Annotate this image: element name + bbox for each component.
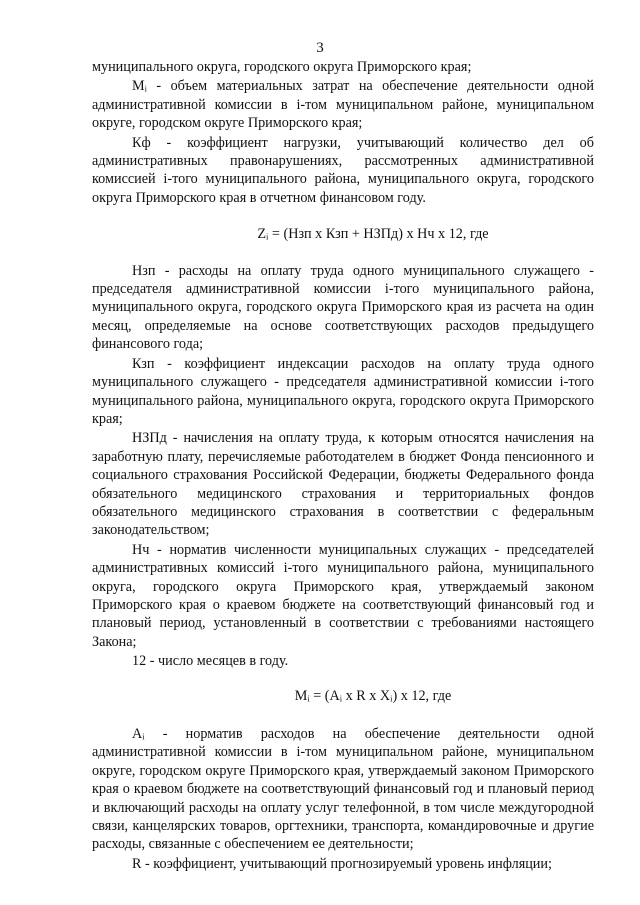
paragraph-months: 12 - число месяцев в году.: [132, 653, 289, 670]
paragraph-nzp-definition: Нзп - расходы на оплату труда одного муниципального служащего - председателя административной комиссии i-того муниципального района, муниципального округа, городского округа Приморского края из расчета на один месяц, определяемые на основе соответствующих расходов предыдущего финансового года;: [92, 262, 594, 353]
paragraph-mi-definition: Мᵢ - объем материальных затрат на обеспечение деятельности одной административной комиссии в i-том муниципальном районе, муниципальном округе, городском округе Приморского края;: [92, 78, 594, 132]
paragraph-kf-definition: Кф - коэффициент нагрузки, учитывающий количество дел об административных правонарушениях, рассмотренных административной комиссией i-того муниципального района, муниципального округа, городского округа Приморского края в отчетном финансовом году.: [92, 134, 594, 206]
paragraph-ai-definition: Аᵢ - норматив расходов на обеспечение деятельности одной административной комиссии в i-том муниципальном районе, муниципальном округе, городском округе Приморского края, утверждаемый законом Приморского края о краевом бюджете на соответствующий финансовый год и плановый период и включающий расходы на оплату услуг телефонной, в том числе междугородной связи, канцелярских товаров, оргтехники, транспорта, командировочные и другие расходы, связанные с обеспечением ее деятельности;: [92, 726, 594, 853]
paragraph-kzp-definition: Кзп - коэффициент индексации расходов на оплату труда одного муниципального служащего - председателя административной комиссии i-того муниципального района, муниципального округа, городского округа Приморского края;: [92, 355, 594, 427]
formula-mi: Мᵢ = (Аᵢ x R x Хᵢ) x 12, где: [294, 687, 452, 704]
paragraph-r-definition: R - коэффициент, учитывающий прогнозируемый уровень инфляции;: [132, 855, 552, 872]
document-body: [92, 58, 594, 874]
paragraph-nch-definition: Нч - норматив численности муниципальных служащих - председателей административных комиссий i-того муниципального района, муниципального округа, городского округа Приморского края, утверждаемый законом Приморского края о краевом бюджете на соответствующий финансовый год и плановый период, установленный в соответствии с требованиями настоящего Закона;: [92, 541, 594, 650]
page-number: 3: [316, 40, 324, 56]
formula-zi: Zᵢ = (Нзп x Кзп + НЗПд) x Нч x 12, где: [257, 226, 489, 243]
paragraph-nzpd-definition: НЗПд - начисления на оплату труда, к которым относятся начисления на заработную плату, перечисляемые работодателем в бюджет Фонда пенсионного и социального страхования Российской Федерации, бюджеты Федерального фонда обязательного медицинского страхования и территориальных фондов обязательного медицинского страхования в соответствии с федеральным законодательством;: [92, 430, 594, 539]
paragraph-continuation: муниципального округа, городского округа Приморского края;: [92, 59, 472, 75]
